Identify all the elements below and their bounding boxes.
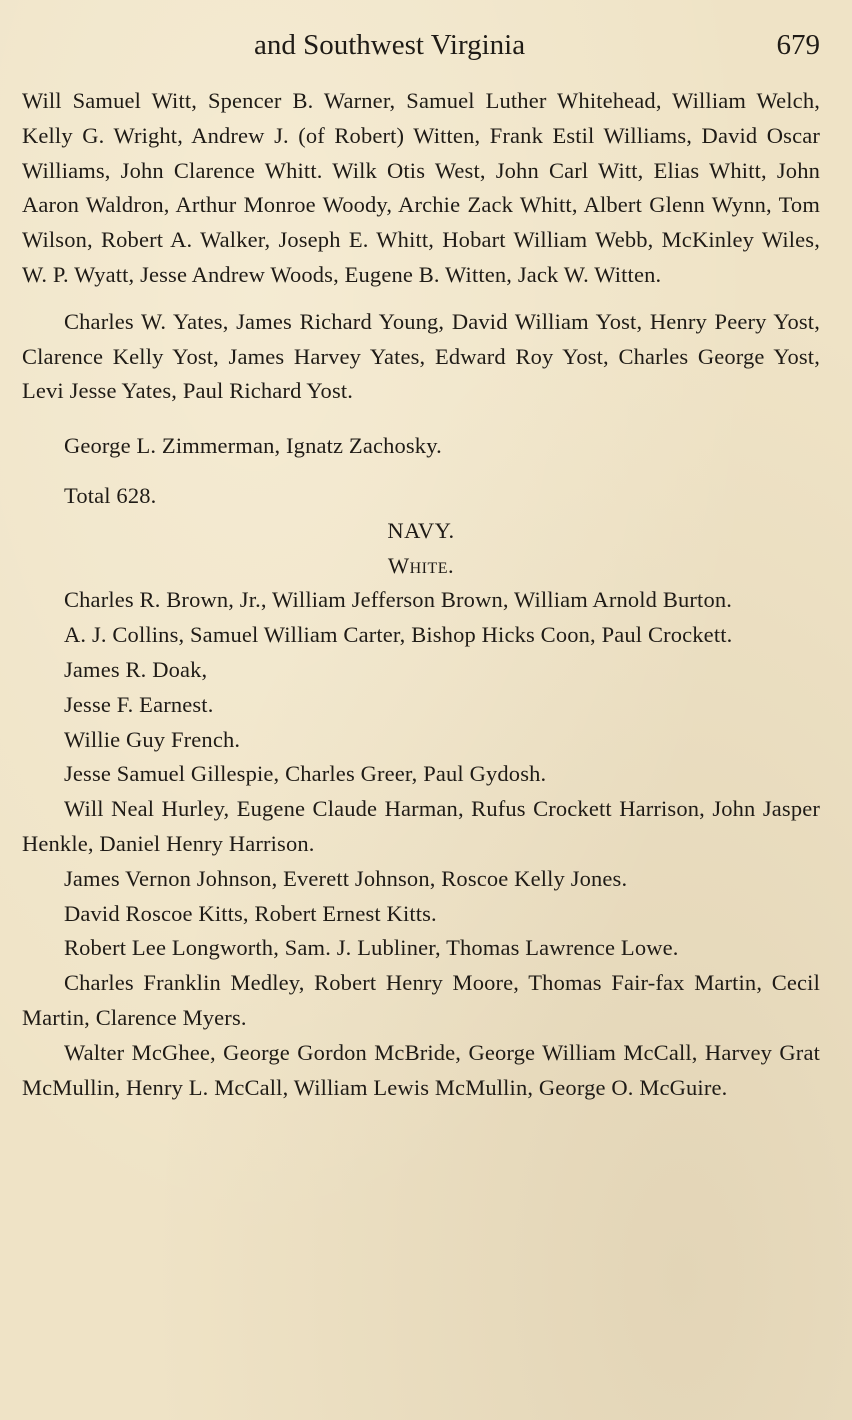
navy-entry-l: Robert Lee Longworth, Sam. J. Lubliner, Thomas Lawrence Lowe. (64, 935, 679, 961)
navy-entry-d: James R. Doak, (64, 656, 208, 682)
navy-entry-c: A. J. Collins, Samuel William Carter, Bishop Hicks Coon, Paul Crockett. (64, 622, 733, 648)
navy-entry-e: Jesse F. Earnest. (64, 691, 214, 717)
page-number: 679 (776, 29, 820, 61)
navy-entry-g: Jesse Samuel Gillespie, Charles Greer, Paul Gydosh. (64, 761, 547, 787)
z-names-paragraph: George L. Zimmerman, Ignatz Zachosky. (64, 433, 442, 459)
running-header (22, 28, 820, 68)
navy-entry-mc: Walter McGhee, George Gordon McBride, George William McCall, Harvey Grat McMullin, Henry L. McCall, William Lewis McMullin, George O. McGuire. (22, 1039, 820, 1100)
navy-entry-j: James Vernon Johnson, Everett Johnson, Roscoe Kelly Jones. (64, 865, 628, 891)
y-names-paragraph: Charles W. Yates, James Richard Young, David William Yost, Henry Peery Yost, Clarence Kelly Yost, James Harvey Yates, Edward Roy Yost, Charles George Yost, Levi Jesse Yates, Paul Richard Yost. (22, 308, 820, 404)
navy-entry-b: Charles R. Brown, Jr., William Jefferson Brown, William Arnold Burton. (64, 587, 733, 613)
navy-heading: NAVY. (387, 517, 455, 543)
navy-entry-k: David Roscoe Kitts, Robert Ernest Kitts. (64, 900, 437, 926)
white-subheading: White. (387, 552, 455, 578)
page-body (22, 84, 820, 1105)
running-title: and Southwest Virginia (254, 29, 526, 61)
navy-entry-h: Will Neal Hurley, Eugene Claude Harman, Rufus Crockett Harrison, John Jasper Henkle, Daniel Henry Harrison. (22, 796, 820, 856)
total-line: Total 628. (64, 482, 157, 508)
navy-entry-m: Charles Franklin Medley, Robert Henry Moore, Thomas Fair-fax Martin, Cecil Martin, Clarence Myers. (22, 970, 820, 1030)
w-names-paragraph: Will Samuel Witt, Spencer B. Warner, Samuel Luther Whitehead, William Welch, Kelly G. Wright, Andrew J. (of Robert) Witten, Frank Estil Williams, David Oscar Williams, John Clarence Whitt. Wilk Otis West, John Carl Witt, Elias Whitt, John Aaron Waldron, Arthur Monroe Woody, Archie Zack Whitt, Albert Glenn Wynn, Tom Wilson, Robert A. Walker, Joseph E. Whitt, Hobart William Webb, McKinley Wiles, W. P. Wyatt, Jesse Andrew Woods, Eugene B. Witten, Jack W. Witten. (22, 88, 820, 287)
navy-entry-f: Willie Guy French. (64, 726, 241, 752)
